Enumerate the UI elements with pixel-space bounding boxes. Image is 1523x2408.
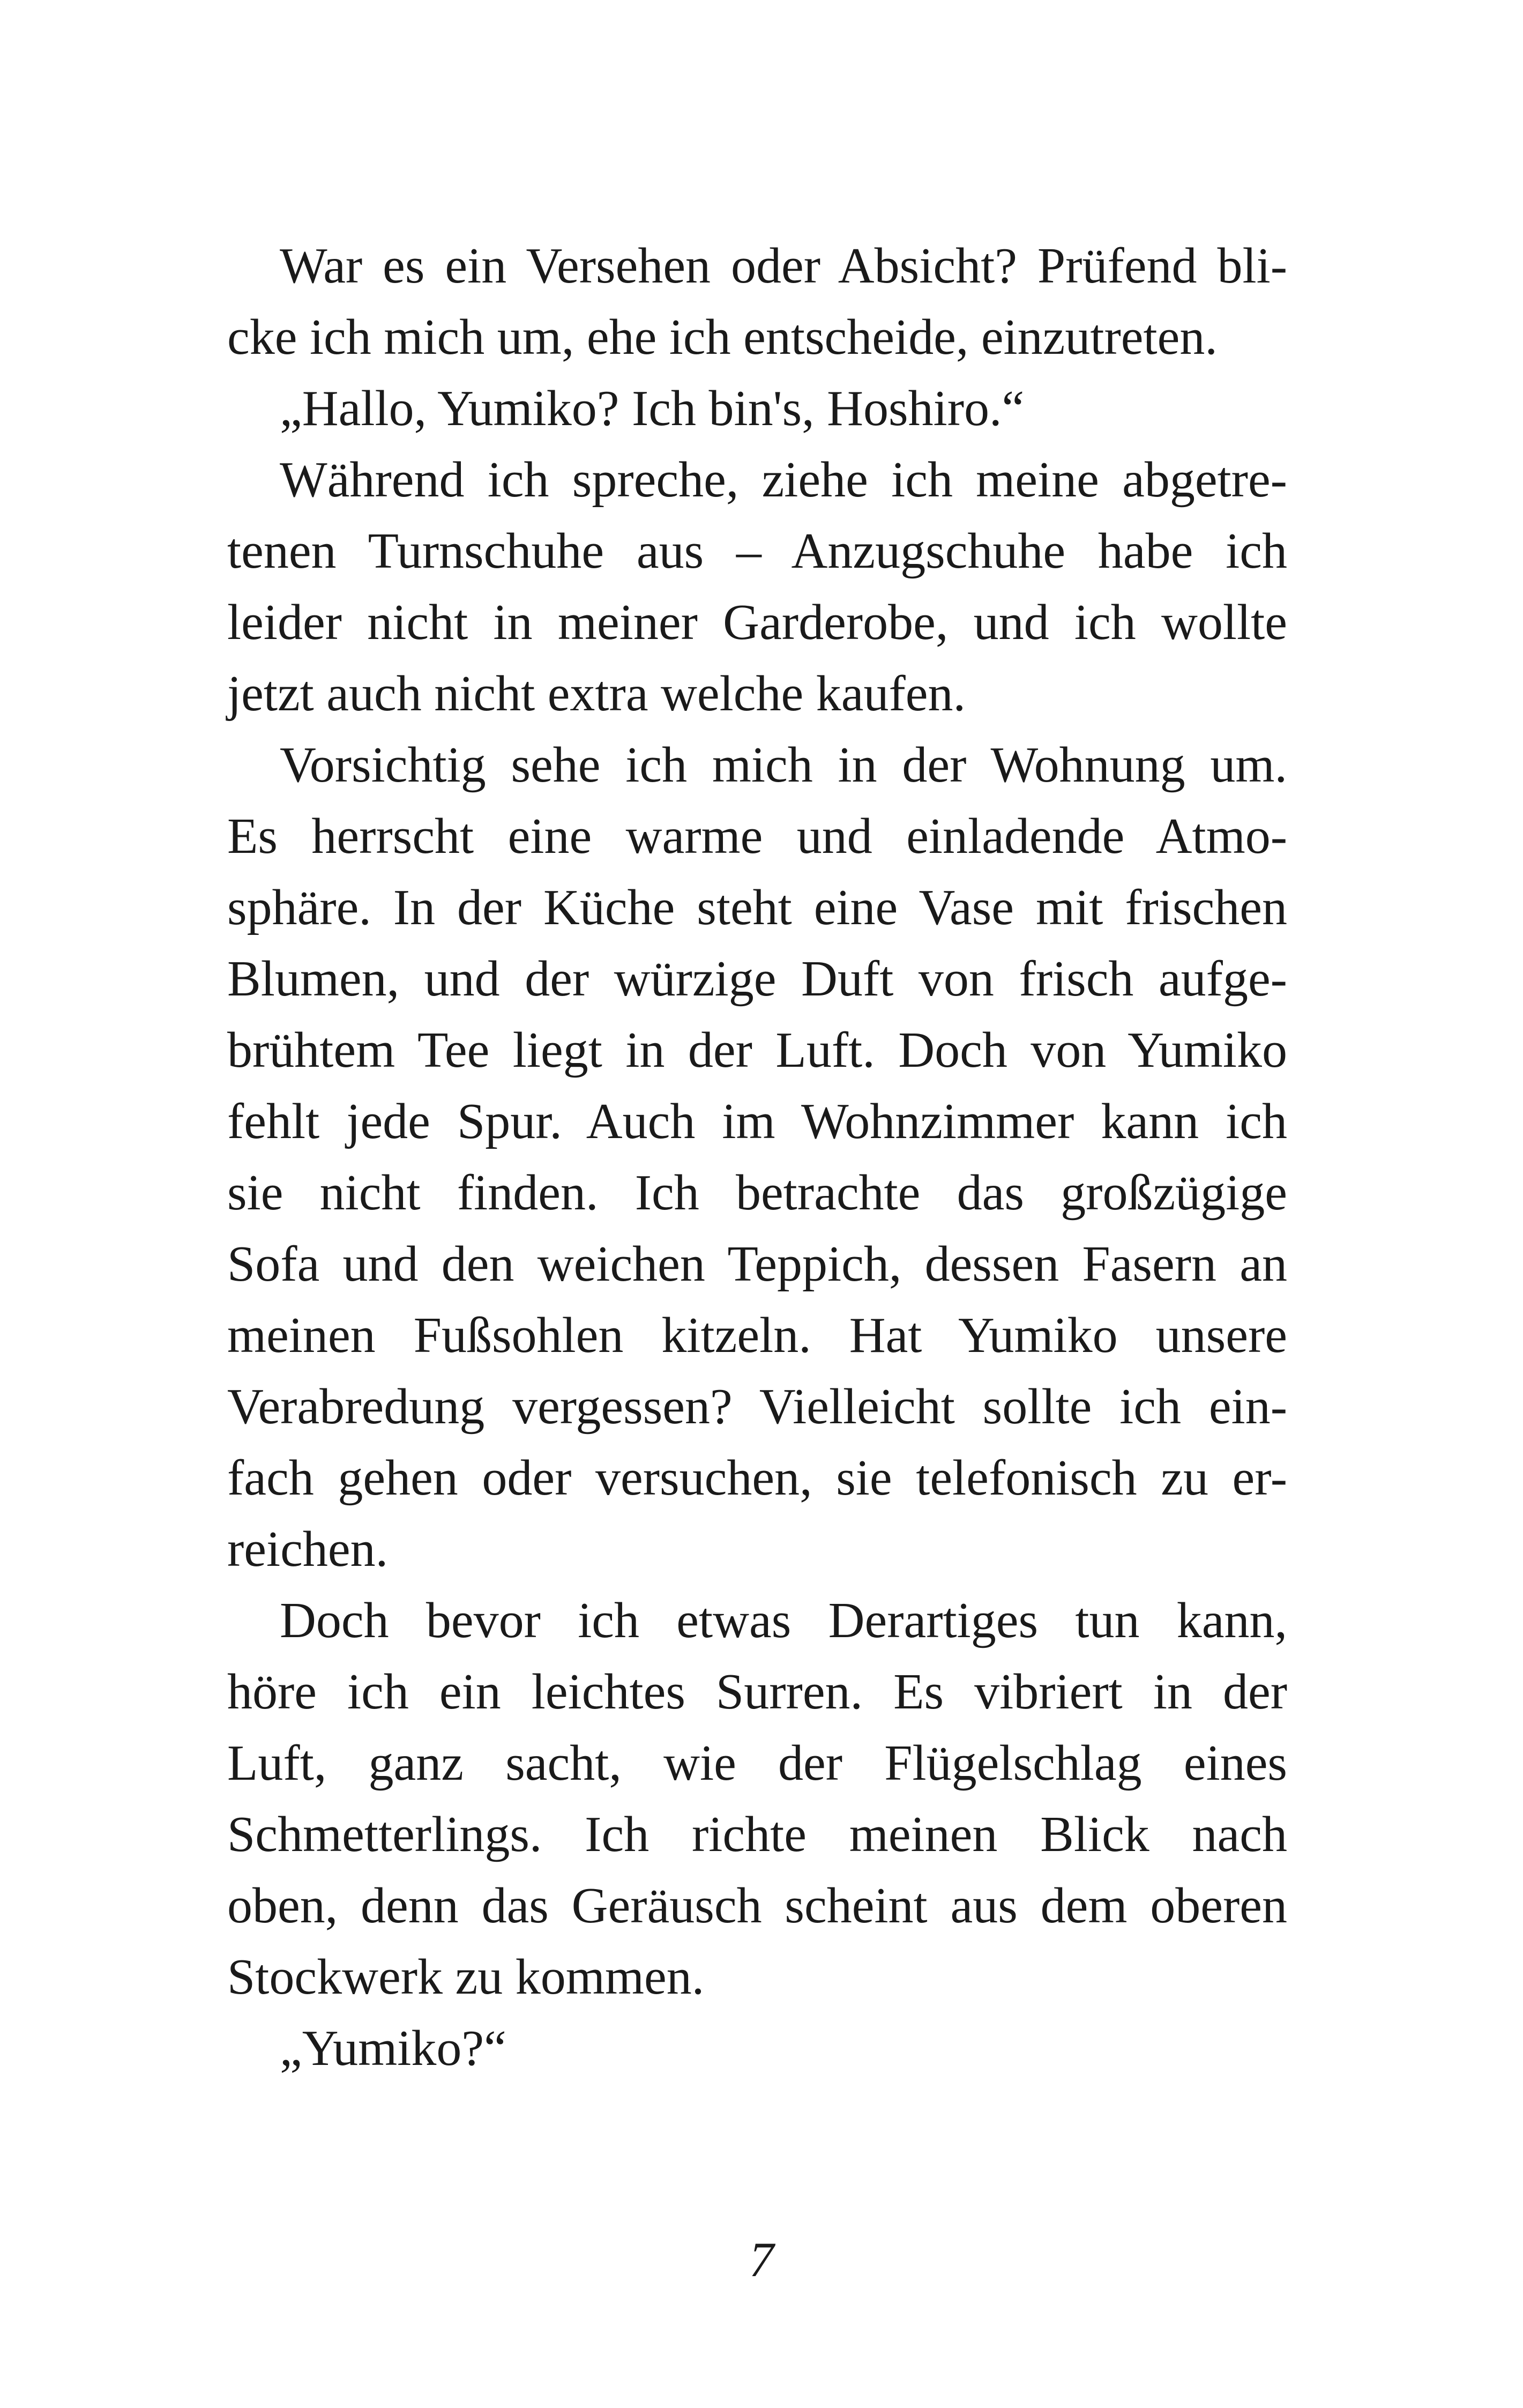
- text-line: fach gehen oder versuchen, sie telefonisch zu er-: [227, 1450, 1287, 1506]
- text-line: fehlt jede Spur. Auch im Wohnzimmer kann ich: [227, 1094, 1287, 1149]
- text-line: tenen Turnschuhe aus – Anzugschuhe habe ich: [227, 523, 1287, 579]
- page-body-text: [227, 231, 1287, 2084]
- text-line: Es herrscht eine warme und einladende Atmo-: [227, 808, 1287, 864]
- text-line: „Yumiko?“: [280, 2020, 506, 2076]
- text-line: Vorsichtig sehe ich mich in der Wohnung um.: [280, 737, 1287, 793]
- text-line: Stockwerk zu kommen.: [227, 1949, 705, 2005]
- text-line: Schmetterlings. Ich richte meinen Blick nach: [227, 1807, 1287, 1862]
- text-line: „Hallo, Yumiko? Ich bin's, Hoshiro.“: [280, 381, 1025, 436]
- text-line: sie nicht finden. Ich betrachte das großzügige: [227, 1165, 1287, 1221]
- text-line: sphäre. In der Küche steht eine Vase mit frischen: [227, 880, 1287, 935]
- text-line: Verabredung vergessen? Vielleicht sollte ich ein-: [227, 1379, 1287, 1435]
- text-line: Luft, ganz sacht, wie der Flügelschlag eines: [227, 1735, 1287, 1791]
- text-line: Blumen, und der würzige Duft von frisch aufge-: [227, 951, 1287, 1007]
- text-line: meinen Fußsohlen kitzeln. Hat Yumiko unsere: [227, 1307, 1287, 1363]
- text-line: jetzt auch nicht extra welche kaufen.: [227, 666, 966, 722]
- text-line: oben, denn das Geräusch scheint aus dem oberen: [227, 1878, 1287, 1934]
- text-line: Während ich spreche, ziehe ich meine abgetre-: [280, 452, 1287, 508]
- text-line: höre ich ein leichtes Surren. Es vibriert in der: [227, 1664, 1287, 1720]
- page-number: 7: [749, 2232, 774, 2287]
- text-line: Doch bevor ich etwas Derartiges tun kann,: [280, 1593, 1287, 1648]
- text-line: brühtem Tee liegt in der Luft. Doch von Yumiko: [227, 1022, 1287, 1078]
- text-line: War es ein Versehen oder Absicht? Prüfend bli-: [280, 238, 1287, 294]
- text-line: reichen.: [227, 1521, 389, 1577]
- text-line: leider nicht in meiner Garderobe, und ich wollte: [227, 594, 1287, 650]
- text-line: cke ich mich um, ehe ich entscheide, einzutreten.: [227, 309, 1218, 365]
- text-line: Sofa und den weichen Teppich, dessen Fasern an: [227, 1236, 1287, 1292]
